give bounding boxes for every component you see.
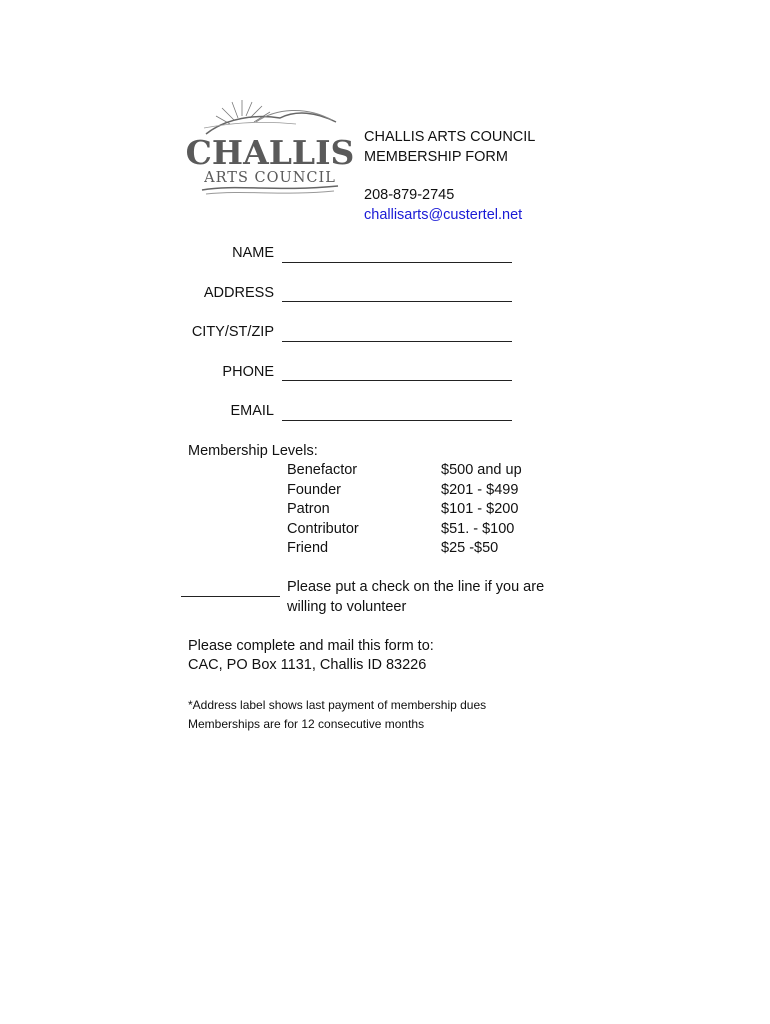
field-label-phone: PHONE (222, 364, 274, 380)
field-label-city-st-zip: CITY/ST/ZIP (191, 324, 274, 340)
level-name: Friend (287, 540, 329, 556)
mail-instructions-line1: Please complete and mail this form to: (188, 638, 434, 654)
field-label-address: ADDRESS (203, 285, 274, 301)
level-name: Founder (287, 482, 342, 498)
note-line2: Memberships are for 12 consecutive months (188, 717, 425, 731)
phone-input-line[interactable] (282, 380, 512, 381)
mail-address: CAC, PO Box 1131, Challis ID 83226 (188, 657, 427, 673)
org-name: CHALLIS ARTS COUNCIL (364, 129, 536, 145)
level-price: $101 - $200 (441, 501, 519, 517)
phone-number: 208-879-2745 (364, 187, 455, 203)
level-name: Contributor (287, 521, 359, 537)
address-input-line[interactable] (282, 301, 512, 302)
field-label-email: EMAIL (230, 403, 274, 419)
field-label-name: NAME (232, 245, 274, 261)
note-line1: *Address label shows last payment of membership dues (188, 698, 487, 712)
level-price: $201 - $499 (441, 482, 519, 498)
challis-arts-council-logo (185, 100, 355, 198)
email-input-line[interactable] (282, 420, 512, 421)
level-price: $25 -$50 (441, 540, 499, 556)
volunteer-text-line2: willing to volunteer (287, 599, 407, 615)
logo-main-text: CHALLIS (185, 133, 355, 172)
level-name: Benefactor (287, 462, 358, 478)
level-price: $500 and up (441, 462, 522, 478)
form-title: MEMBERSHIP FORM (364, 149, 508, 165)
logo-sub-text: ARTS COUNCIL (204, 170, 336, 186)
membership-levels-heading: Membership Levels: (188, 443, 318, 459)
email-link[interactable]: challisarts@custertel.net (364, 207, 523, 223)
city-st-zip-input-line[interactable] (282, 341, 512, 342)
level-price: $51. - $100 (441, 521, 515, 537)
volunteer-check-line[interactable] (181, 596, 280, 597)
name-input-line[interactable] (282, 262, 512, 263)
volunteer-text-line1: Please put a check on the line if you are (287, 579, 545, 595)
level-name: Patron (287, 501, 330, 517)
